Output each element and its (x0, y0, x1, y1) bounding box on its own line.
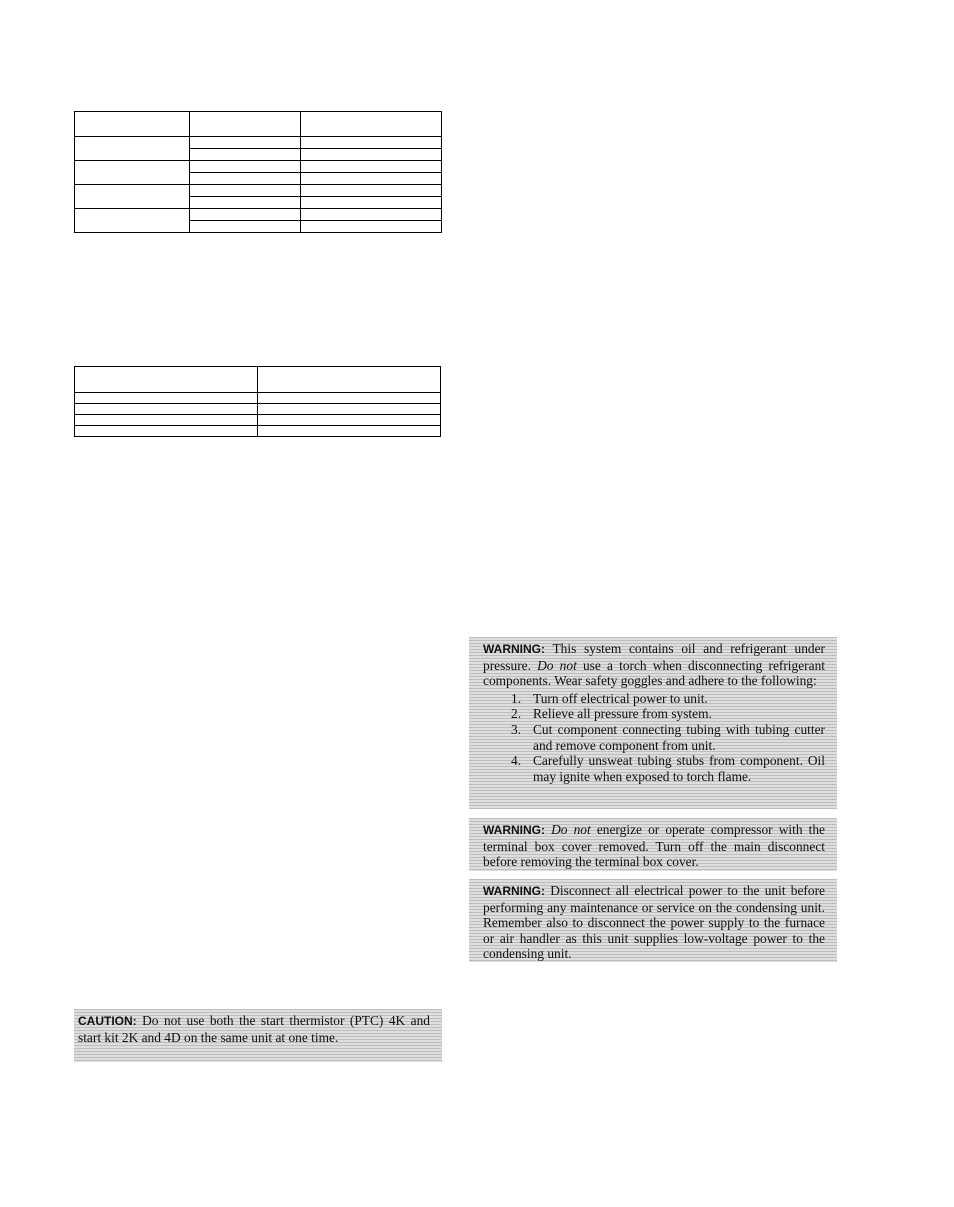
table-cell (189, 173, 301, 185)
table-cell (301, 221, 442, 233)
table-1 (74, 111, 442, 233)
warning-text: Disconnect all electrical power to the unit before performing any maintenance or service on the condensing unit. Remember also to disconnect the power supply to the furnace or air handler as this unit supplies low-voltage power to the condensing unit. (483, 883, 825, 962)
warning-label: WARNING: (483, 642, 545, 656)
list-item (483, 691, 825, 707)
table-cell (301, 185, 442, 197)
table-cell (258, 393, 441, 404)
table-cell (75, 209, 190, 233)
step-number: 2. (511, 706, 522, 722)
caution-label: CAUTION: (78, 1014, 137, 1028)
table-cell (258, 404, 441, 415)
table-cell (75, 393, 258, 404)
step-number: 1. (511, 690, 522, 706)
warning-emphasis: Do not (551, 822, 591, 837)
table-cell (75, 404, 258, 415)
table-cell (75, 367, 258, 393)
warning-steps-list (483, 691, 825, 785)
warning-label: WARNING: (483, 884, 545, 898)
warning-text: use a torch when disconnecting refrigerant components. Wear safety goggles and adhere to the following: (483, 657, 825, 689)
step-text: Turn off electrical power to unit. (533, 690, 708, 706)
table-cell (301, 137, 442, 149)
table-cell (75, 415, 258, 426)
table-cell (75, 112, 190, 137)
warning-text: energize or operate compressor with the terminal box cover removed. Turn off the main disconnect before removing the terminal box cover. (483, 822, 826, 870)
step-text: Carefully unsweat tubing stubs from component. Oil may ignite when exposed to torch flame. (533, 753, 825, 784)
table-cell (189, 209, 301, 221)
table-cell (301, 209, 442, 221)
table-cell (301, 161, 442, 173)
table-cell (301, 197, 442, 209)
table-cell (258, 367, 441, 393)
warning-text: This system contains oil and refrigerant under pressure. (483, 641, 825, 673)
warning-emphasis: Do not (537, 657, 577, 673)
table-cell (258, 426, 441, 437)
table-cell (189, 149, 301, 161)
caution-start-box (74, 1009, 442, 1062)
step-text: Cut component connecting tubing with tubing cutter and remove component from unit. (533, 721, 825, 753)
caution-text: Do not use both the start thermistor (PTC) 4K and start kit 2K and 4D on the same unit at one time. (78, 1013, 430, 1045)
table-cell (189, 185, 301, 197)
table-cell (75, 185, 190, 209)
table-cell (189, 197, 301, 209)
table-2 (74, 366, 441, 437)
table-cell (189, 221, 301, 233)
step-text: Relieve all pressure from system. (533, 706, 712, 722)
table-cell (75, 137, 190, 161)
table-cell (301, 112, 442, 137)
table-cell (258, 415, 441, 426)
step-number: 3. (511, 721, 522, 737)
warning-label: WARNING: (483, 823, 545, 837)
list-item (483, 753, 825, 784)
warning-torch-intro (483, 641, 825, 689)
table-cell (75, 426, 258, 437)
table-cell (189, 161, 301, 173)
table-cell (301, 149, 442, 161)
step-number: 4. (511, 753, 522, 769)
warning-power-box (469, 879, 837, 962)
warning-torch-box (469, 637, 837, 809)
table-cell (75, 161, 190, 185)
list-item (483, 722, 825, 753)
table-cell (189, 112, 301, 137)
warning-terminal-box (469, 818, 837, 871)
table-cell (301, 173, 442, 185)
table-cell (189, 137, 301, 149)
list-item (483, 706, 825, 722)
